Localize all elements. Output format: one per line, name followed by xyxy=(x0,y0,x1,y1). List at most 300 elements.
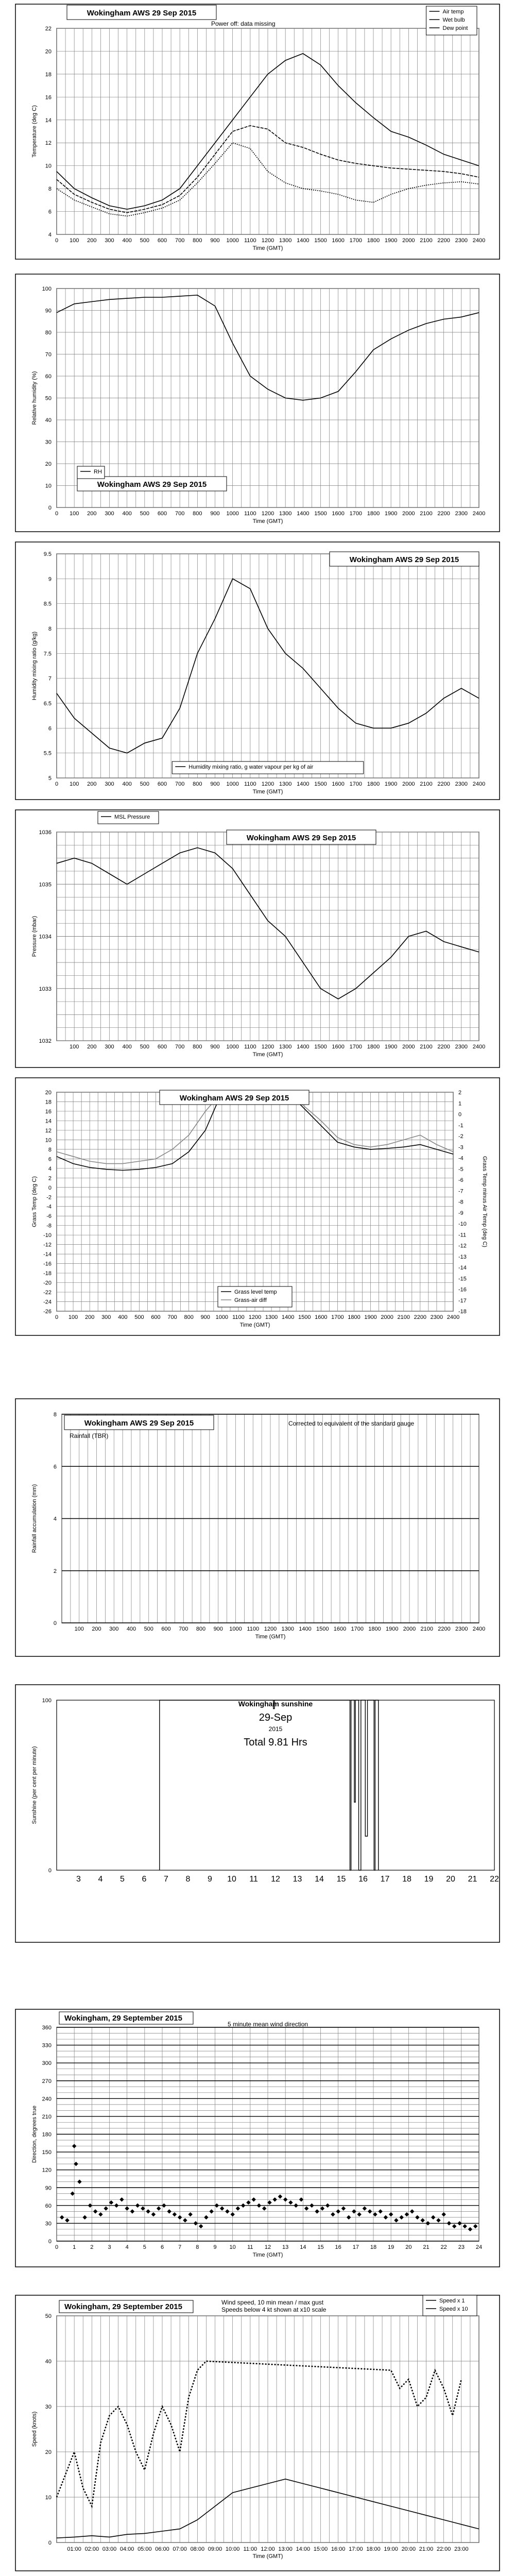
legend-label: MSL Pressure xyxy=(114,814,150,820)
x-tick-label: 7 xyxy=(164,1875,168,1884)
y2-tick-label: -10 xyxy=(458,1221,467,1227)
y-tick-label: -16 xyxy=(43,1261,52,1267)
x-tick-label: 05:00 xyxy=(138,2546,152,2552)
y2-tick-label: 1 xyxy=(458,1100,462,1107)
y-tick-label: -4 xyxy=(46,1204,52,1210)
y-axis-label: Grass Temp (deg C) xyxy=(31,1176,38,1227)
x-tick-label: 700 xyxy=(179,1626,188,1632)
x-tick-label: 100 xyxy=(69,238,79,244)
x-tick-label: 2000 xyxy=(403,1626,416,1632)
y-tick-label: 30 xyxy=(45,439,52,446)
x-tick-label: 1000 xyxy=(226,781,239,787)
y-tick-label: 4 xyxy=(53,1516,57,1522)
y-tick-label: -10 xyxy=(43,1232,52,1239)
x-tick-label: 22 xyxy=(490,1875,499,1884)
x-tick-label: 1200 xyxy=(261,511,274,517)
y-tick-label: 10 xyxy=(45,1137,52,1144)
x-axis-label: Time (GMT) xyxy=(252,2553,283,2560)
x-tick-label: 400 xyxy=(122,238,132,244)
y2-tick-label: -13 xyxy=(458,1253,467,1260)
x-tick-label: 06:00 xyxy=(155,2546,169,2552)
y-tick-label: 180 xyxy=(42,2131,52,2138)
x-tick-label: 500 xyxy=(140,238,150,244)
x-tick-label: 1700 xyxy=(349,781,363,787)
chart-title: Wokingham, 29 September 2015 xyxy=(64,2302,182,2311)
x-tick-label: 1000 xyxy=(226,511,239,517)
y2-tick-label: -8 xyxy=(458,1199,464,1206)
x-tick-label: 1300 xyxy=(279,511,292,517)
x-tick-label: 9 xyxy=(213,2244,217,2250)
chart-pressure xyxy=(15,810,500,1067)
x-tick-label: 22 xyxy=(440,2244,447,2250)
x-tick-label: 2400 xyxy=(447,1314,460,1320)
x-tick-label: 400 xyxy=(122,1044,132,1050)
chart-date: 29-Sep xyxy=(259,1712,293,1723)
y-axis-label: Rainfall accumulation (mm) xyxy=(31,1484,38,1553)
y2-tick-label: -1 xyxy=(458,1122,464,1129)
x-tick-label: 2200 xyxy=(437,238,450,244)
x-tick-label: 21 xyxy=(468,1875,477,1884)
y-tick-label: -18 xyxy=(43,1270,52,1277)
x-tick-label: 1800 xyxy=(368,1626,381,1632)
x-tick-label: 11:00 xyxy=(243,2546,258,2552)
x-tick-label: 1200 xyxy=(264,1626,277,1632)
x-tick-label: 500 xyxy=(140,1044,150,1050)
x-tick-label: 0 xyxy=(55,781,59,787)
chart-title: Wokingham, 29 September 2015 xyxy=(64,2014,182,2023)
x-tick-label: 1200 xyxy=(261,781,274,787)
x-tick-label: 6 xyxy=(142,1875,147,1884)
x-tick-label: 1600 xyxy=(332,238,345,244)
y-tick-label: 20 xyxy=(45,1090,52,1096)
x-tick-label: 1400 xyxy=(297,238,310,244)
y-tick-label: 2 xyxy=(48,1175,52,1182)
x-tick-label: 1800 xyxy=(367,781,380,787)
x-axis-label: Time (GMT) xyxy=(252,2252,283,2258)
x-tick-label: 17 xyxy=(380,1875,390,1884)
y-tick-label: -6 xyxy=(46,1213,52,1220)
x-tick-label: 1600 xyxy=(333,1626,347,1632)
y-tick-label: 14 xyxy=(45,117,52,124)
y-tick-label: -8 xyxy=(46,1223,52,1229)
y2-tick-label: -11 xyxy=(458,1232,467,1239)
y-tick-label: 90 xyxy=(45,2185,52,2192)
y-tick-label: 100 xyxy=(42,286,52,292)
x-tick-label: 1000 xyxy=(226,1044,239,1050)
x-tick-label: 2100 xyxy=(420,511,433,517)
chart-title: Wokingham sunshine xyxy=(238,1700,313,1708)
y-axis-label: Humidity mixing ratio (g/kg) xyxy=(31,631,38,701)
y-tick-label: 8 xyxy=(53,1412,57,1418)
chart-winddir xyxy=(15,2009,500,2267)
y-tick-label: 22 xyxy=(45,26,52,32)
chart-total: Total 9.81 Hrs xyxy=(244,1737,307,1748)
y2-tick-label: -6 xyxy=(458,1177,464,1183)
x-tick-label: 20 xyxy=(405,2244,412,2250)
legend-label: Humidity mixing ratio, g water vapour per kg of air xyxy=(188,764,314,770)
y-tick-label: 0 xyxy=(48,2540,52,2546)
y-tick-label: 100 xyxy=(42,1698,52,1704)
x-tick-label: 11 xyxy=(247,2244,253,2250)
x-tick-label: 1000 xyxy=(229,1626,242,1632)
x-axis-label: Time (GMT) xyxy=(252,245,283,251)
x-tick-label: 3 xyxy=(108,2244,111,2250)
y2-axis-label: Grass Temp minus Air Temp (deg C) xyxy=(482,1156,488,1247)
x-tick-label: 1600 xyxy=(332,1044,345,1050)
x-tick-label: 600 xyxy=(157,511,167,517)
x-tick-label: 8 xyxy=(185,1875,191,1884)
y-tick-label: 10 xyxy=(45,2495,52,2501)
y-tick-label: 18 xyxy=(45,71,52,78)
y-tick-label: 270 xyxy=(42,2078,52,2084)
x-tick-label: 600 xyxy=(157,1044,167,1050)
x-tick-label: 1100 xyxy=(244,1044,256,1050)
y-tick-label: 20 xyxy=(45,2449,52,2455)
chart-title: Wokingham AWS 29 Sep 2015 xyxy=(97,480,207,489)
x-tick-label: 1300 xyxy=(279,781,292,787)
y-tick-label: 2 xyxy=(53,1568,57,1574)
y2-tick-label: -7 xyxy=(458,1188,464,1195)
x-tick-label: 2200 xyxy=(414,1314,427,1320)
chart-annotation: Corrected to equivalent of the standard gauge xyxy=(288,1420,415,1427)
chart-title: Wokingham AWS 29 Sep 2015 xyxy=(84,1419,194,1428)
x-tick-label: 2000 xyxy=(402,781,415,787)
x-tick-label: 2000 xyxy=(402,1044,415,1050)
y2-tick-label: -3 xyxy=(458,1144,464,1151)
x-tick-label: 2100 xyxy=(420,1626,433,1632)
x-tick-label: 700 xyxy=(167,1314,177,1320)
x-tick-label: 800 xyxy=(193,238,202,244)
x-tick-label: 1000 xyxy=(215,1314,229,1320)
y2-tick-label: -17 xyxy=(458,1297,467,1304)
y-tick-label: 16 xyxy=(45,94,52,101)
x-tick-label: 5 xyxy=(143,2244,146,2250)
x-tick-label: 900 xyxy=(213,1626,223,1632)
x-tick-label: 800 xyxy=(193,1044,202,1050)
x-tick-label: 2400 xyxy=(472,511,486,517)
x-tick-label: 1800 xyxy=(348,1314,360,1320)
x-tick-label: 16:00 xyxy=(331,2546,346,2552)
legend-label: RH xyxy=(94,469,102,475)
x-tick-label: 2300 xyxy=(455,238,468,244)
y-tick-label: 0 xyxy=(48,1868,52,1874)
chart-year: 2015 xyxy=(268,1725,283,1733)
x-tick-label: 200 xyxy=(87,511,97,517)
y-tick-label: 0 xyxy=(48,1184,52,1191)
x-tick-label: 1600 xyxy=(332,781,345,787)
x-tick-label: 1800 xyxy=(367,1044,380,1050)
x-tick-label: 700 xyxy=(175,1044,185,1050)
x-tick-label: 900 xyxy=(210,511,220,517)
x-tick-label: 01:00 xyxy=(67,2546,81,2552)
y-tick-label: 0 xyxy=(53,1620,57,1626)
y-tick-label: -26 xyxy=(43,1309,52,1315)
legend-label: Speed x 10 xyxy=(439,2306,468,2312)
x-tick-label: 100 xyxy=(69,511,79,517)
x-tick-label: 1400 xyxy=(297,1044,310,1050)
y-tick-label: 360 xyxy=(42,2025,52,2031)
x-tick-label: 700 xyxy=(175,781,185,787)
x-tick-label: 1100 xyxy=(244,781,256,787)
x-tick-label: 8 xyxy=(196,2244,199,2250)
y-tick-label: 4 xyxy=(48,1165,52,1172)
x-tick-label: 1500 xyxy=(314,511,327,517)
x-tick-label: 04:00 xyxy=(119,2546,134,2552)
chart-mixing xyxy=(15,542,500,800)
y-tick-label: 60 xyxy=(45,2202,52,2209)
x-tick-label: 1700 xyxy=(351,1626,364,1632)
y2-tick-label: -14 xyxy=(458,1265,467,1271)
x-tick-label: 6 xyxy=(160,2244,164,2250)
x-tick-label: 09:00 xyxy=(208,2546,222,2552)
y-tick-label: 80 xyxy=(45,330,52,336)
x-tick-label: 200 xyxy=(92,1626,101,1632)
x-tick-label: 900 xyxy=(210,781,220,787)
x-tick-label: 600 xyxy=(151,1314,161,1320)
x-tick-label: 400 xyxy=(118,1314,128,1320)
y2-tick-label: 2 xyxy=(458,1090,462,1096)
y-tick-label: 6 xyxy=(48,1156,52,1163)
y2-tick-label: -12 xyxy=(458,1243,467,1249)
x-tick-label: 2300 xyxy=(455,1626,468,1632)
y-tick-label: 6.5 xyxy=(43,701,52,707)
x-tick-label: 2100 xyxy=(397,1314,410,1320)
y-tick-label: 9 xyxy=(48,576,52,583)
x-tick-label: 2000 xyxy=(402,511,415,517)
x-tick-label: 1500 xyxy=(314,1044,327,1050)
legend-label: Air temp xyxy=(442,9,464,15)
x-tick-label: 2200 xyxy=(437,781,450,787)
x-tick-label: 1900 xyxy=(364,1314,377,1320)
y2-tick-label: -9 xyxy=(458,1210,464,1216)
y-tick-label: 0 xyxy=(48,505,52,511)
x-tick-label: 800 xyxy=(193,781,202,787)
x-tick-label: 2400 xyxy=(472,781,486,787)
x-tick-label: 1400 xyxy=(281,1314,295,1320)
x-tick-label: 1100 xyxy=(232,1314,245,1320)
x-tick-label: 2300 xyxy=(455,781,468,787)
x-tick-label: 16 xyxy=(358,1875,368,1884)
x-tick-label: 1500 xyxy=(316,1626,329,1632)
x-tick-label: 10:00 xyxy=(225,2546,240,2552)
y-tick-label: 60 xyxy=(45,374,52,380)
x-tick-label: 2400 xyxy=(472,238,486,244)
chart-subtitle: 5 minute mean wind direction xyxy=(227,2021,308,2028)
x-tick-label: 10 xyxy=(229,2244,236,2250)
x-tick-label: 100 xyxy=(69,1044,79,1050)
y-tick-label: 5 xyxy=(48,775,52,782)
y-tick-label: 0 xyxy=(48,2239,52,2245)
y-tick-label: 16 xyxy=(45,1108,52,1115)
x-tick-label: 18:00 xyxy=(366,2546,381,2552)
x-tick-label: 200 xyxy=(84,1314,95,1320)
x-tick-label: 700 xyxy=(175,511,185,517)
x-tick-label: 1600 xyxy=(315,1314,328,1320)
x-tick-label: 900 xyxy=(200,1314,210,1320)
y-tick-label: -2 xyxy=(46,1194,52,1201)
x-tick-label: 1700 xyxy=(349,511,363,517)
x-tick-label: 2400 xyxy=(472,1626,486,1632)
y-tick-label: 14 xyxy=(45,1118,52,1125)
x-tick-label: 300 xyxy=(101,1314,111,1320)
x-tick-label: 1500 xyxy=(314,238,327,244)
x-tick-label: 100 xyxy=(74,1626,84,1632)
x-tick-label: 23:00 xyxy=(454,2546,469,2552)
y2-tick-label: -18 xyxy=(458,1309,467,1315)
legend-label: Speed x 1 xyxy=(439,2298,465,2304)
x-tick-label: 2300 xyxy=(455,511,468,517)
y-tick-label: -14 xyxy=(43,1251,52,1258)
chart-rh xyxy=(15,274,500,532)
x-tick-label: 1100 xyxy=(244,238,256,244)
x-tick-label: 15 xyxy=(317,2244,324,2250)
x-tick-label: 1800 xyxy=(367,511,380,517)
y-tick-label: -24 xyxy=(43,1299,52,1306)
x-tick-label: 20 xyxy=(446,1875,455,1884)
y-tick-label: 8.5 xyxy=(43,601,52,607)
legend-label: Wet bulb xyxy=(442,17,465,23)
y-axis-label: Speed (knots) xyxy=(31,2411,38,2447)
x-tick-label: 1100 xyxy=(244,511,256,517)
y2-tick-label: -2 xyxy=(458,1133,464,1140)
x-tick-label: 13 xyxy=(293,1875,302,1884)
x-tick-label: 300 xyxy=(105,1044,114,1050)
chart-title: Wokingham AWS 29 Sep 2015 xyxy=(179,1094,289,1103)
y-tick-label: 330 xyxy=(42,2042,52,2049)
x-tick-label: 1400 xyxy=(297,781,310,787)
y-axis-label: Direction, degrees true xyxy=(31,2105,38,2163)
x-tick-label: 1900 xyxy=(384,511,398,517)
x-tick-label: 11 xyxy=(249,1875,258,1884)
y-tick-label: 12 xyxy=(45,140,52,147)
x-axis-label: Time (GMT) xyxy=(252,1052,283,1058)
x-tick-label: 900 xyxy=(210,238,220,244)
legend xyxy=(426,6,477,35)
x-tick-label: 1 xyxy=(73,2244,76,2250)
legend-label: Grass level temp xyxy=(234,1289,277,1295)
x-tick-label: 12:00 xyxy=(261,2546,275,2552)
x-tick-label: 18 xyxy=(402,1875,411,1884)
chart-subtitle: Wind speed, 10 min mean / max gust xyxy=(221,2299,324,2306)
y-tick-label: -22 xyxy=(43,1290,52,1296)
x-tick-label: 14:00 xyxy=(296,2546,311,2552)
chart-rainfall xyxy=(15,1399,500,1656)
x-tick-label: 500 xyxy=(134,1314,144,1320)
y-tick-label: 7 xyxy=(48,675,52,682)
x-tick-label: 2000 xyxy=(381,1314,393,1320)
x-tick-label: 2300 xyxy=(455,1044,468,1050)
x-tick-label: 1900 xyxy=(386,1626,399,1632)
x-tick-label: 900 xyxy=(210,1044,220,1050)
x-tick-label: 19:00 xyxy=(384,2546,398,2552)
chart-annotation: Power off: data missing xyxy=(211,20,276,27)
y-tick-label: 6 xyxy=(53,1464,57,1470)
y-tick-label: 1033 xyxy=(39,986,52,992)
x-tick-label: 300 xyxy=(105,238,114,244)
x-tick-label: 19 xyxy=(424,1875,434,1884)
y-tick-label: 240 xyxy=(42,2096,52,2103)
x-axis-label: Time (GMT) xyxy=(239,1322,270,1328)
x-tick-label: 2100 xyxy=(420,238,433,244)
x-tick-label: 2100 xyxy=(420,781,433,787)
chart-windspeed xyxy=(15,2295,500,2571)
y-tick-label: 7.5 xyxy=(43,651,52,657)
chart-sunshine xyxy=(15,1685,500,1942)
x-axis-label: Time (GMT) xyxy=(252,518,283,524)
x-tick-label: 16 xyxy=(335,2244,341,2250)
x-axis-label: Time (GMT) xyxy=(252,789,283,795)
y-tick-label: 6 xyxy=(48,209,52,215)
x-tick-label: 2000 xyxy=(402,238,415,244)
y-tick-label: 30 xyxy=(45,2404,52,2410)
y-tick-label: 40 xyxy=(45,2359,52,2365)
y2-tick-label: 0 xyxy=(458,1111,462,1118)
x-tick-label: 7 xyxy=(178,2244,182,2250)
chart-title: Wokingham AWS 29 Sep 2015 xyxy=(246,834,356,842)
x-tick-label: 1700 xyxy=(349,1044,363,1050)
x-tick-label: 1900 xyxy=(384,781,398,787)
x-tick-label: 08:00 xyxy=(190,2546,205,2552)
legend xyxy=(423,2295,477,2316)
x-tick-label: 2200 xyxy=(437,1044,450,1050)
x-tick-label: 21:00 xyxy=(419,2546,434,2552)
x-tick-label: 1100 xyxy=(247,1626,260,1632)
x-tick-label: 03:00 xyxy=(102,2546,117,2552)
x-tick-label: 02:00 xyxy=(84,2546,99,2552)
y-axis-label: Temperature (deg C) xyxy=(31,105,38,158)
x-tick-label: 1800 xyxy=(367,238,380,244)
chart-title: Wokingham AWS 29 Sep 2015 xyxy=(349,555,459,564)
x-tick-label: 07:00 xyxy=(173,2546,187,2552)
y-tick-label: 1036 xyxy=(39,829,52,836)
y-tick-label: 4 xyxy=(48,232,52,238)
x-tick-label: 1600 xyxy=(332,511,345,517)
x-tick-label: 200 xyxy=(87,238,97,244)
x-tick-label: 0 xyxy=(55,238,59,244)
x-tick-label: 1200 xyxy=(261,238,274,244)
x-tick-label: 2300 xyxy=(430,1314,443,1320)
y-tick-label: 70 xyxy=(45,351,52,358)
y-tick-label: 30 xyxy=(45,2221,52,2227)
legend xyxy=(77,466,105,479)
chart-temperature xyxy=(15,4,500,259)
x-tick-label: 18 xyxy=(370,2244,377,2250)
y-tick-label: 300 xyxy=(42,2060,52,2067)
x-axis-label: Time (GMT) xyxy=(255,1634,286,1640)
x-tick-label: 1400 xyxy=(299,1626,312,1632)
x-tick-label: 17 xyxy=(352,2244,359,2250)
x-tick-label: 400 xyxy=(126,1626,136,1632)
chart-subtitle2: Speeds below 4 kt shown at x10 scale xyxy=(221,2306,327,2313)
y-tick-label: 150 xyxy=(42,2149,52,2156)
x-tick-label: 1700 xyxy=(349,238,363,244)
x-tick-label: 200 xyxy=(87,1044,97,1050)
x-tick-label: 24 xyxy=(475,2244,483,2250)
y-tick-label: 50 xyxy=(45,395,52,402)
y-tick-label: 210 xyxy=(42,2113,52,2120)
x-tick-label: 4 xyxy=(125,2244,129,2250)
y-tick-label: 1034 xyxy=(39,934,52,940)
x-tick-label: 300 xyxy=(109,1626,119,1632)
y-tick-label: 8 xyxy=(48,186,52,193)
x-tick-label: 100 xyxy=(69,781,79,787)
y-tick-label: 6 xyxy=(48,725,52,732)
x-tick-label: 800 xyxy=(196,1626,206,1632)
x-tick-label: 14 xyxy=(300,2244,306,2250)
x-tick-label: 500 xyxy=(140,781,150,787)
x-tick-label: 2200 xyxy=(438,1626,451,1632)
y-tick-label: -20 xyxy=(43,1280,52,1286)
